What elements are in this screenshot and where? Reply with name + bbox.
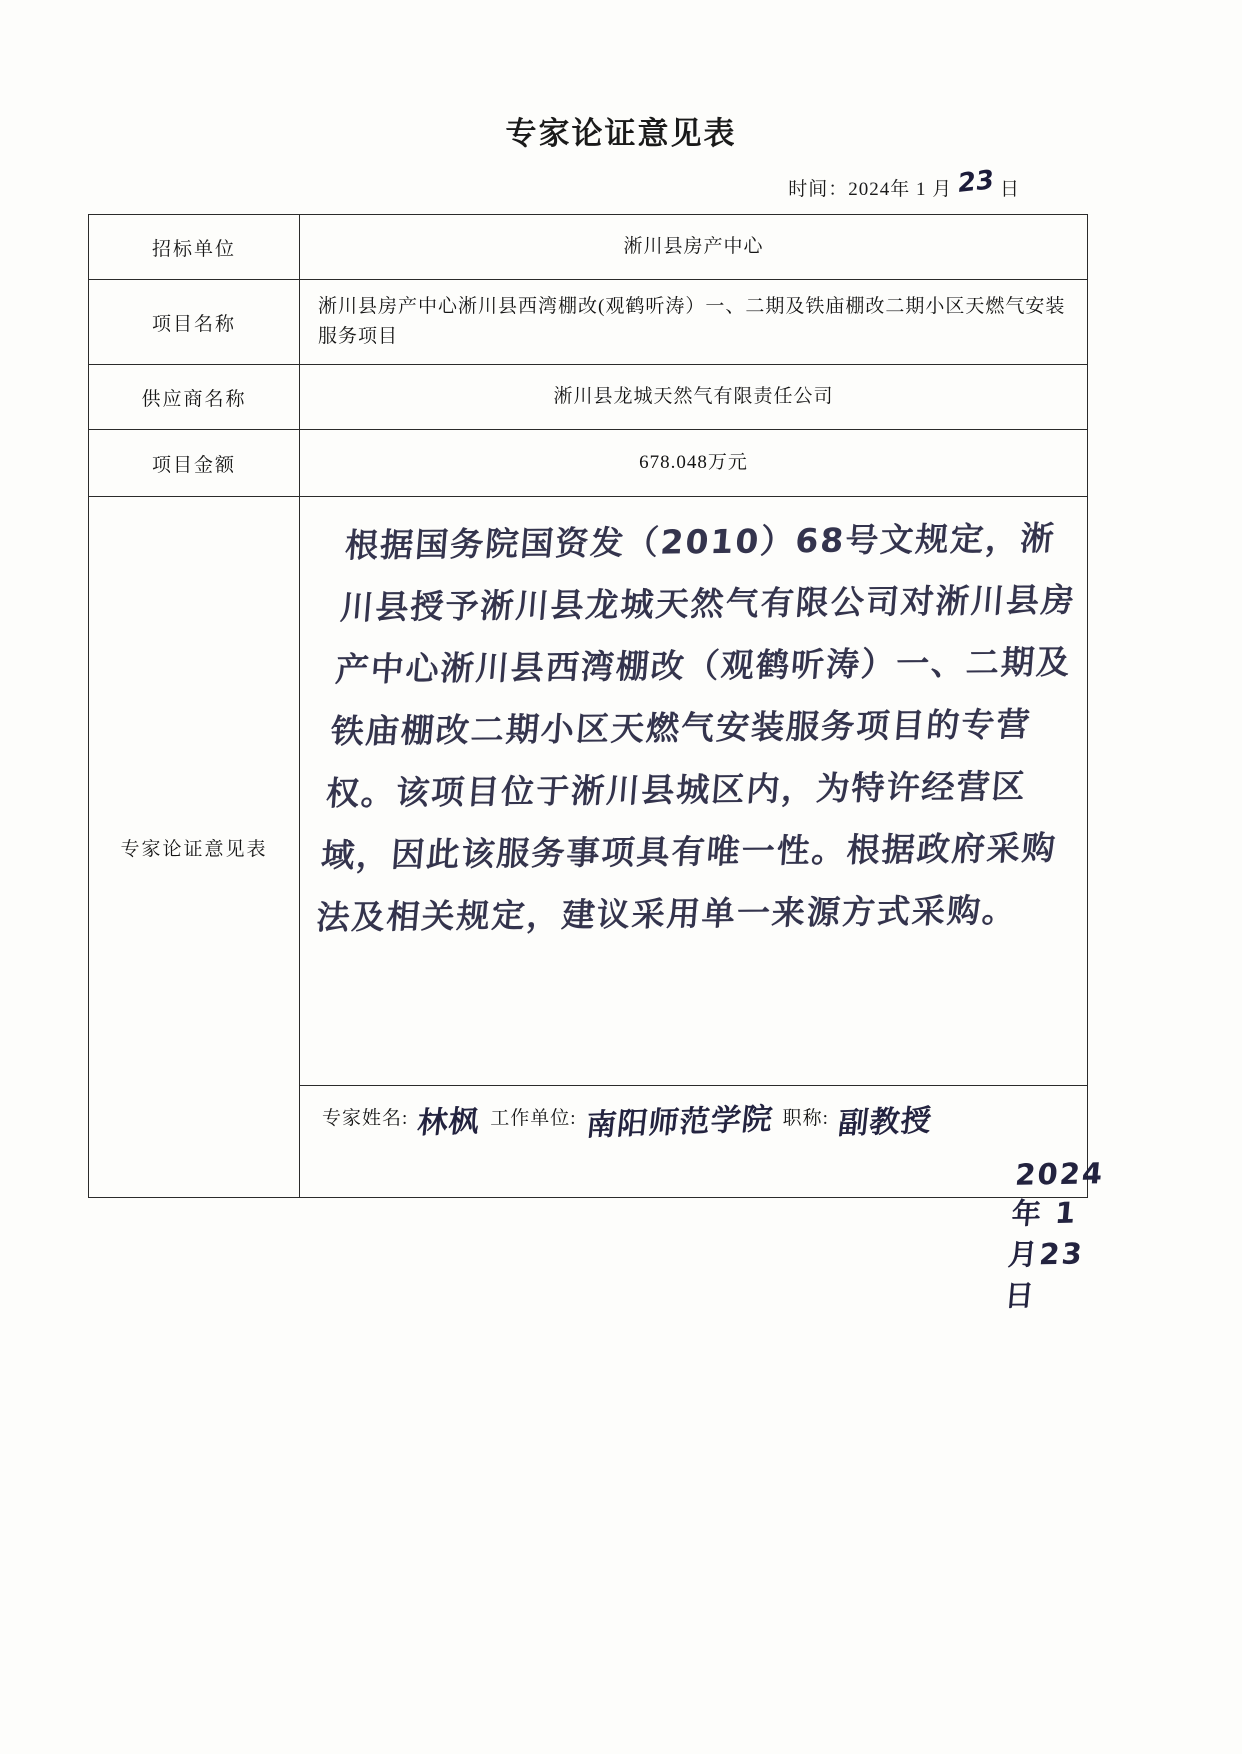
signature-divider bbox=[300, 1085, 1087, 1086]
opinion-wrapper bbox=[300, 497, 1106, 1313]
label-opinion: 专家论证意见表 bbox=[89, 497, 300, 1198]
label-bidding-unit: 招标单位 bbox=[89, 215, 300, 280]
label-project-name: 项目名称 bbox=[89, 280, 300, 365]
date-day-handwritten: 23 bbox=[956, 165, 996, 199]
expert-opinion-table bbox=[88, 214, 1106, 1313]
label-work-unit: 工作单位: bbox=[490, 1108, 577, 1129]
value-expert-name: 林枫 bbox=[415, 1103, 482, 1142]
label-supplier-name: 供应商名称 bbox=[89, 365, 300, 430]
value-project-name: 淅川县房产中心淅川县西湾棚改(观鹤听涛）一、二期及铁庙棚改二期小区天燃气安装服务项目 bbox=[300, 280, 1088, 365]
opinion-handwritten-text: 根据国务院国资发（2010）68号文规定，淅川县授予淅川县龙城天然气有限公司对淅川县房产中心淅川县西湾棚改（观鹤听涛）一、二期及铁庙棚改二期小区天燃气安装服务项目的专营权。该项目位于淅川县城区内，为特许经营区域，因此该服务事项具有唯一性。根据政府采购法及相关规定，建议采用单一来源方式采购。 bbox=[315, 518, 1078, 937]
signature-date: 2024年 1月23日 bbox=[1003, 1156, 1106, 1313]
table-row-opinion bbox=[89, 497, 1088, 1198]
table-row-project-name bbox=[89, 280, 1088, 365]
label-expert-name: 专家姓名: bbox=[322, 1108, 409, 1129]
table-row-supplier-name bbox=[89, 365, 1088, 430]
table-row-project-amount bbox=[89, 430, 1088, 497]
date-year: 2024年 bbox=[848, 179, 911, 200]
date-day-suffix: 日 bbox=[999, 179, 1020, 200]
value-title: 副教授 bbox=[836, 1103, 934, 1142]
value-supplier-name: 淅川县龙城天然气有限责任公司 bbox=[300, 365, 1088, 430]
date-prefix: 时间： bbox=[788, 179, 849, 200]
date-line bbox=[788, 165, 1020, 202]
label-project-amount: 项目金额 bbox=[89, 430, 300, 497]
label-title: 职称: bbox=[782, 1108, 829, 1129]
date-month: 1 月 bbox=[916, 179, 953, 200]
value-work-unit: 南阳师范学院 bbox=[583, 1101, 775, 1144]
table-row-bidding-unit bbox=[89, 215, 1088, 280]
value-project-amount: 678.048万元 bbox=[300, 430, 1088, 497]
page-title: 专家论证意见表 bbox=[505, 116, 737, 151]
value-bidding-unit: 淅川县房产中心 bbox=[300, 215, 1088, 280]
cell-opinion-content bbox=[300, 497, 1106, 1313]
signature-row bbox=[322, 1097, 1069, 1144]
